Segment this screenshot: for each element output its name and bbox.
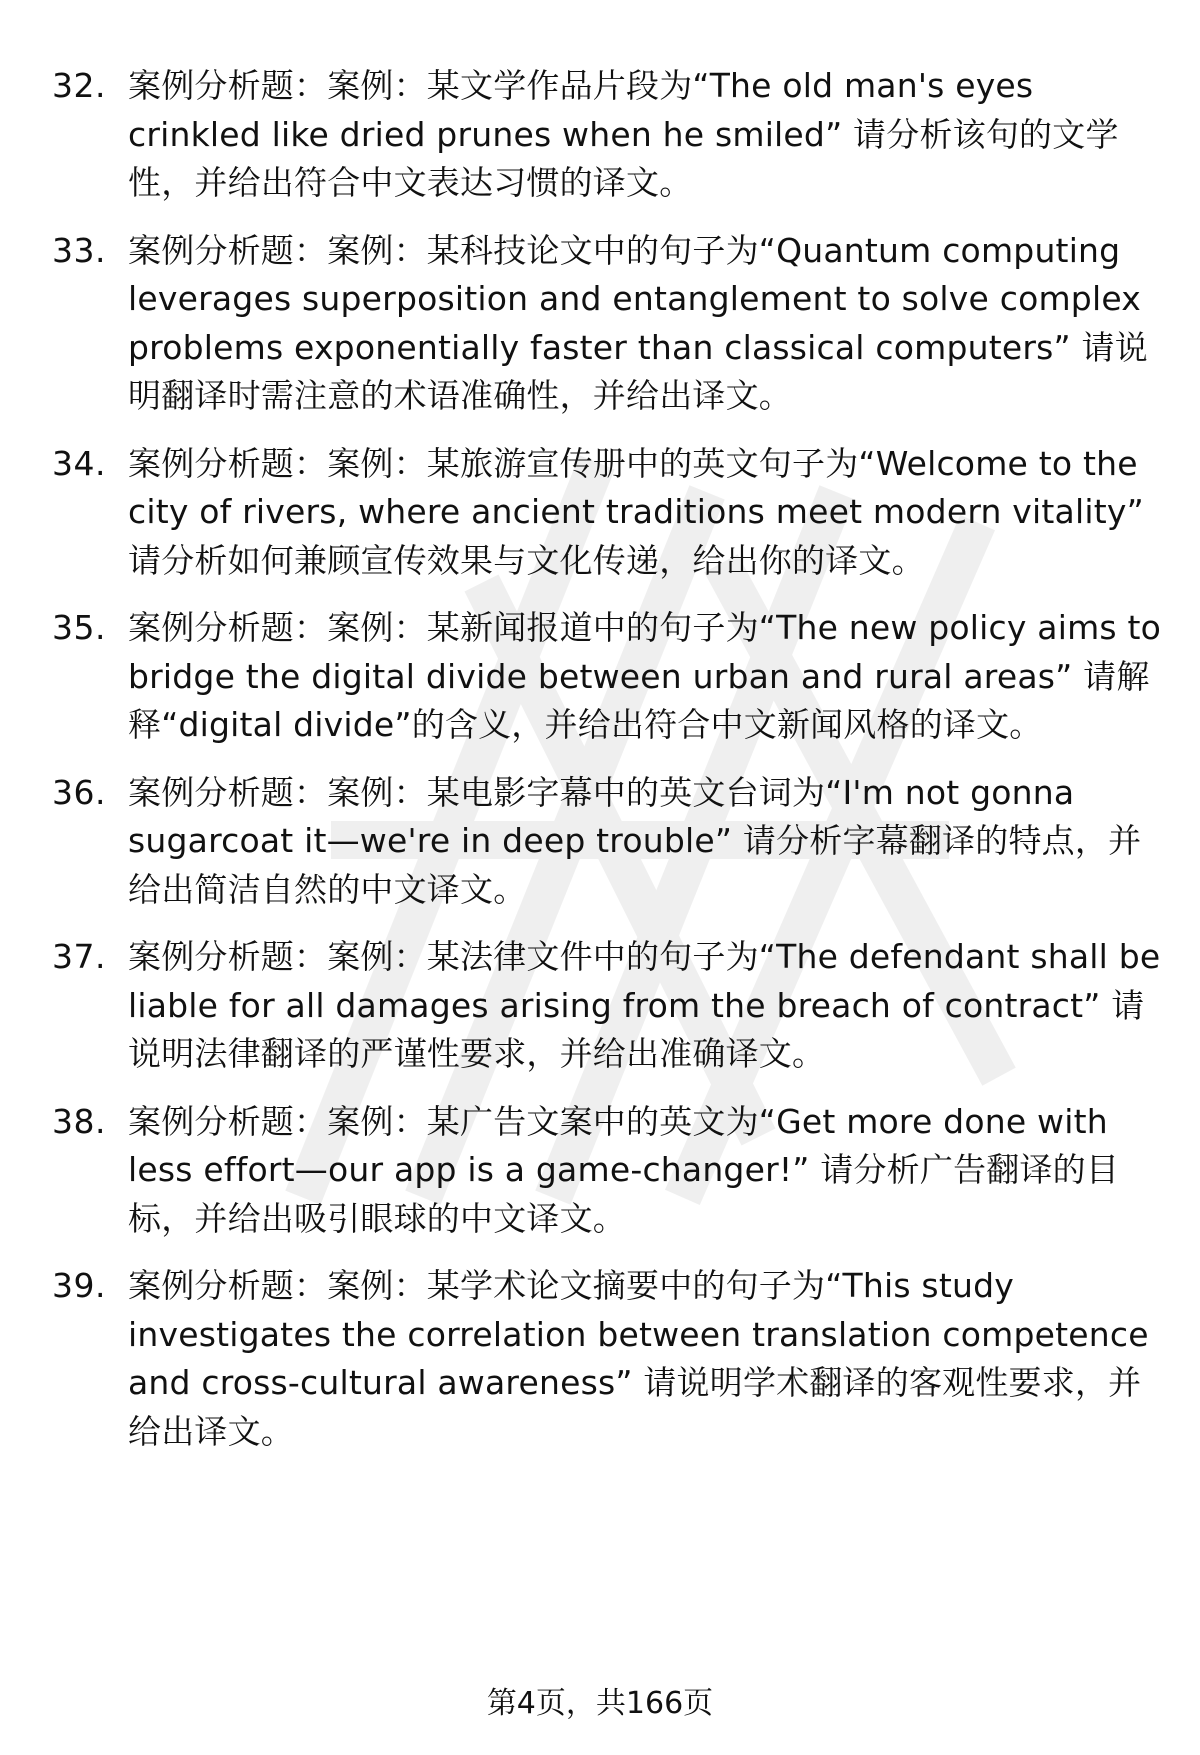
- question-item: [52, 769, 1162, 915]
- question-number: 33.: [52, 230, 106, 270]
- question-text: 案例分析题：案例：某广告文案中的英文为“Get more done with less effort—our app is a game-changer!” 请分析广告翻译的目标，并给出吸引眼球的中文译文。: [128, 1101, 1120, 1238]
- question-text: 案例分析题：案例：某新闻报道中的句子为“The new policy aims to bridge the digital divide between urban and rural areas” 请解释“digital divide”的含义，并给出符合中文新闻风格的译文。: [128, 608, 1162, 744]
- question-text: 案例分析题：案例：某法律文件中的句子为“The defendant shall be liable for all damages arising from the breach of contract” 请说明法律翻译的严谨性要求，并给出准确译文。: [128, 937, 1161, 1073]
- question-item: [52, 62, 1162, 208]
- question-number: 36.: [52, 772, 106, 812]
- question-text: 案例分析题：案例：某科技论文中的句子为“Quantum computing leverages superposition and entanglement to solve complex problems exponentially faster than classical computers” 请说明翻译时需注意的术语准确性，并给出译文。: [128, 230, 1148, 415]
- question-number: 39.: [52, 1266, 106, 1305]
- question-item: [52, 604, 1162, 750]
- question-text: 案例分析题：案例：某学术论文摘要中的句子为“This study investigates the correlation between translation competence and cross-cultural awareness” 请说明学术翻译的客观性要求，并给出译文。: [128, 1266, 1149, 1451]
- question-item: [52, 440, 1162, 586]
- question-number: 38.: [52, 1101, 106, 1141]
- question-text: 案例分析题：案例：某电影字幕中的英文台词为“I'm not gonna sugarcoat it—we're in deep trouble” 请分析字幕翻译的特点，并给出简洁自然的中文译文。: [128, 772, 1142, 909]
- question-item: [52, 933, 1162, 1079]
- question-text: 案例分析题：案例：某旅游宣传册中的英文句子为“Welcome to the city of rivers, where ancient traditions meet modern vitality” 请分析如何兼顾宣传效果与文化传递，给出你的译文。: [128, 443, 1144, 580]
- question-number: 35.: [52, 608, 106, 647]
- question-number: 37.: [52, 937, 106, 976]
- question-text: 案例分析题：案例：某文学作品片段为“The old man's eyes crinkled like dried prunes when he smiled” 请分析该句的文学性，并给出符合中文表达习惯的译文。: [128, 66, 1119, 202]
- question-list: [52, 62, 1162, 1475]
- page-indicator: 第4页，共166页: [486, 1686, 714, 1721]
- question-item: [52, 1262, 1162, 1456]
- question-item: [52, 227, 1162, 421]
- question-number: 34.: [52, 443, 106, 483]
- question-number: 32.: [52, 66, 106, 105]
- question-item: [52, 1098, 1162, 1244]
